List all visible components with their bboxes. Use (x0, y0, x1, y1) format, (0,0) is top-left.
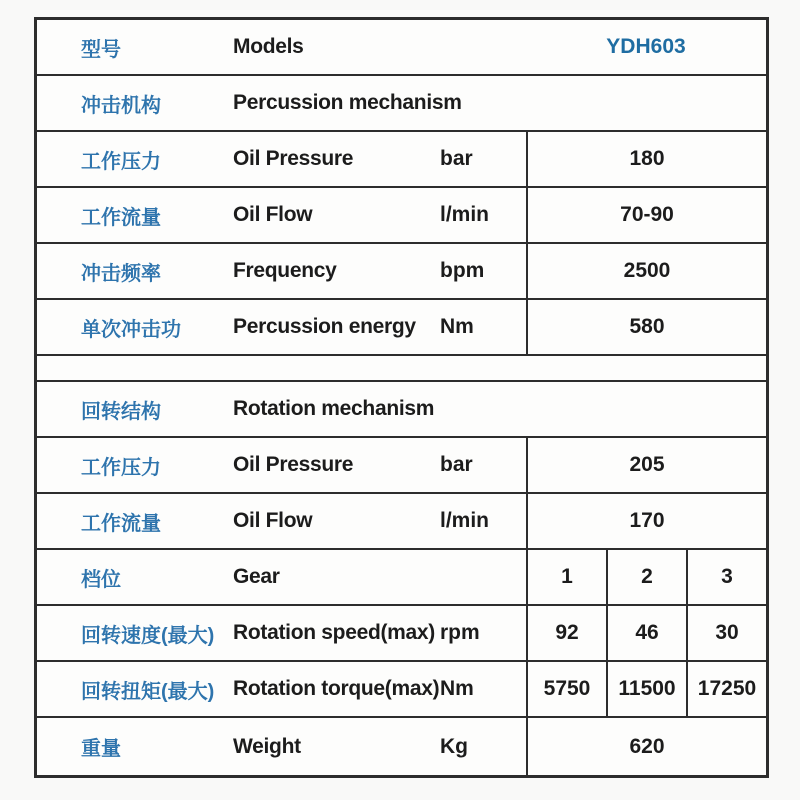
table-row-gear (37, 606, 766, 662)
gear-value-3: 30 (686, 606, 766, 660)
gear-value-2: 2 (606, 550, 686, 604)
table-row (37, 718, 766, 775)
spec-label-cn: 工作流量 (81, 206, 161, 229)
spec-unit (440, 550, 526, 604)
spec-table (34, 17, 769, 778)
spec-label-en: Rotation speed(max) (233, 621, 435, 644)
spec-label-en: Percussion mechanism (233, 91, 462, 114)
spec-label-en: Rotation torque(max) (233, 677, 440, 700)
spec-label-en: Frequency (233, 259, 337, 282)
spec-label-en: Oil Pressure (233, 453, 354, 476)
spec-unit: l/min (440, 203, 490, 226)
spec-value: 205 (526, 438, 766, 492)
spec-label-cn: 冲击频率 (81, 262, 161, 285)
spec-unit (440, 20, 526, 74)
gear-value-2: 11500 (606, 662, 686, 716)
spec-unit: l/min (440, 509, 490, 532)
gear-value-1: 5750 (526, 662, 606, 716)
spec-label-cn: 工作压力 (81, 150, 161, 173)
gear-value-1: 1 (526, 550, 606, 604)
spec-label-en: Oil Flow (233, 203, 313, 226)
spec-label-en: Rotation mechanism (233, 397, 435, 420)
spec-label-cn: 工作压力 (81, 456, 161, 479)
spec-value: 170 (526, 494, 766, 548)
table-row (37, 188, 766, 244)
table-row-model (37, 20, 766, 76)
spec-label-cn: 档位 (81, 568, 121, 591)
spec-label-en: Weight (233, 734, 301, 758)
spec-label-cn: 冲击机构 (81, 94, 161, 117)
table-row-section-rotation (37, 382, 766, 438)
spec-label-cn: 回转速度(最大) (81, 624, 215, 647)
table-row-spacer (37, 356, 766, 382)
spec-label-en: Models (233, 35, 304, 58)
spec-value: 70-90 (526, 188, 766, 242)
spec-label-cn: 回转扭矩(最大) (81, 680, 215, 703)
spec-label-en: Oil Pressure (233, 147, 354, 170)
spec-unit: Kg (440, 734, 468, 758)
spec-unit: bpm (440, 259, 485, 282)
gear-value-1: 92 (526, 606, 606, 660)
table-row (37, 244, 766, 300)
table-row (37, 300, 766, 356)
gear-value-3: 3 (686, 550, 766, 604)
spec-unit: rpm (440, 621, 480, 644)
spec-unit: Nm (440, 677, 474, 700)
spec-label-cn: 型号 (81, 38, 121, 61)
gear-value-2: 46 (606, 606, 686, 660)
spec-unit: bar (440, 147, 473, 170)
table-row-gear (37, 550, 766, 606)
table-row (37, 438, 766, 494)
table-row (37, 494, 766, 550)
model-value: YDH603 (606, 35, 686, 58)
spec-label-en: Percussion energy (233, 315, 416, 338)
spec-value: 580 (526, 300, 766, 354)
spec-label-cn: 单次冲击功 (81, 318, 181, 341)
spec-label-en: Gear (233, 565, 280, 588)
spec-unit: bar (440, 453, 473, 476)
table-row-gear (37, 662, 766, 718)
spec-label-cn: 重量 (81, 738, 121, 760)
spec-value: 620 (526, 718, 766, 775)
spec-label-cn: 回转结构 (81, 400, 161, 423)
table-row (37, 132, 766, 188)
spec-value: 2500 (526, 244, 766, 298)
table-row-section-percussion (37, 76, 766, 132)
spec-value: 180 (526, 132, 766, 186)
spec-label-en: Oil Flow (233, 509, 313, 532)
spec-label-cn: 工作流量 (81, 512, 161, 535)
gear-value-3: 17250 (686, 662, 766, 716)
spec-unit: Nm (440, 315, 474, 338)
